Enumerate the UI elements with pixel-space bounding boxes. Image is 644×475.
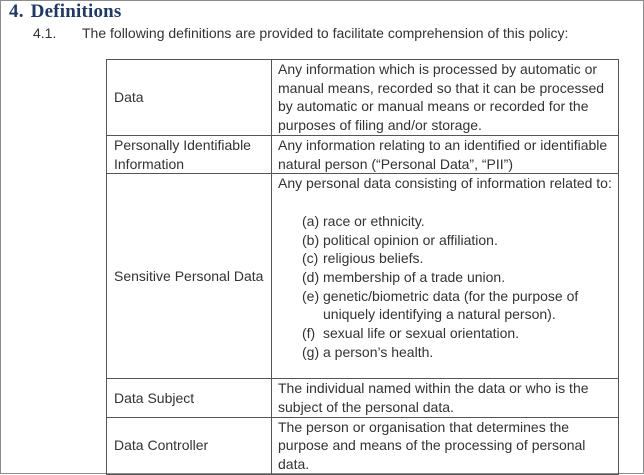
list-item bbox=[278, 287, 612, 324]
definition-row-data-controller bbox=[107, 417, 619, 474]
clause-text: The following definitions are provided to facilitate comprehension of this policy: bbox=[82, 25, 569, 41]
term-cell: Personally Identifiable Information bbox=[107, 135, 272, 173]
list-item bbox=[278, 249, 612, 268]
clause-number: 4.1. bbox=[33, 25, 57, 41]
list-item bbox=[278, 343, 612, 362]
definition-cell: The individual named within the data or who is the subject of the personal data. bbox=[272, 379, 619, 417]
list-marker: (g) bbox=[302, 343, 320, 360]
section-number: 4. bbox=[9, 1, 24, 22]
list-text: membership of a trade union. bbox=[323, 269, 506, 286]
list-item bbox=[278, 231, 612, 250]
term-cell: Sensitive Personal Data bbox=[107, 174, 272, 379]
definition-row-pii bbox=[107, 135, 619, 173]
definition-cell: Any information relating to an identified or identifiable natural person (“Personal Data”, “PII”) bbox=[272, 135, 619, 173]
term-cell: Data Controller bbox=[107, 417, 272, 474]
definition-row-sensitive-data bbox=[107, 174, 619, 379]
list-marker: (f) bbox=[302, 325, 316, 342]
definition-cell bbox=[272, 174, 619, 379]
list-text: religious beliefs. bbox=[323, 250, 424, 267]
list-text: political opinion or affiliation. bbox=[323, 231, 498, 248]
list-marker: (b) bbox=[302, 231, 320, 248]
list-text: sexual life or sexual orientation. bbox=[323, 325, 520, 342]
list-item bbox=[278, 324, 612, 343]
definitions-table bbox=[106, 59, 619, 475]
definition-cell: The person or organisation that determines the purpose and means of the processing of personal data. bbox=[272, 417, 619, 474]
definition-row-data-subject bbox=[107, 379, 619, 417]
list-marker: (d) bbox=[302, 269, 320, 286]
list-marker: (c) bbox=[302, 250, 319, 267]
list-text: race or ethnicity. bbox=[323, 212, 425, 229]
section-title: Definitions bbox=[30, 1, 122, 22]
definition-row-data bbox=[107, 60, 619, 136]
sensitive-data-list bbox=[278, 212, 612, 362]
list-text: genetic/biometric data (for the purpose of uniquely identifying a natural person). bbox=[323, 287, 579, 323]
list-item bbox=[278, 212, 612, 231]
list-item bbox=[278, 268, 612, 287]
section-heading bbox=[9, 1, 122, 23]
definition-cell: Any information which is processed by automatic or manual means, recorded so that it can be processed by automatic or manual means or recorded for the purposes of filing and/or storage. bbox=[272, 60, 619, 136]
term-cell: Data Subject bbox=[107, 379, 272, 417]
term-cell: Data bbox=[107, 60, 272, 136]
list-text: a person’s health. bbox=[323, 343, 434, 360]
definition-intro: Any personal data consisting of information related to: bbox=[278, 175, 612, 192]
list-marker: (a) bbox=[302, 212, 320, 229]
list-marker: (e) bbox=[302, 287, 320, 304]
